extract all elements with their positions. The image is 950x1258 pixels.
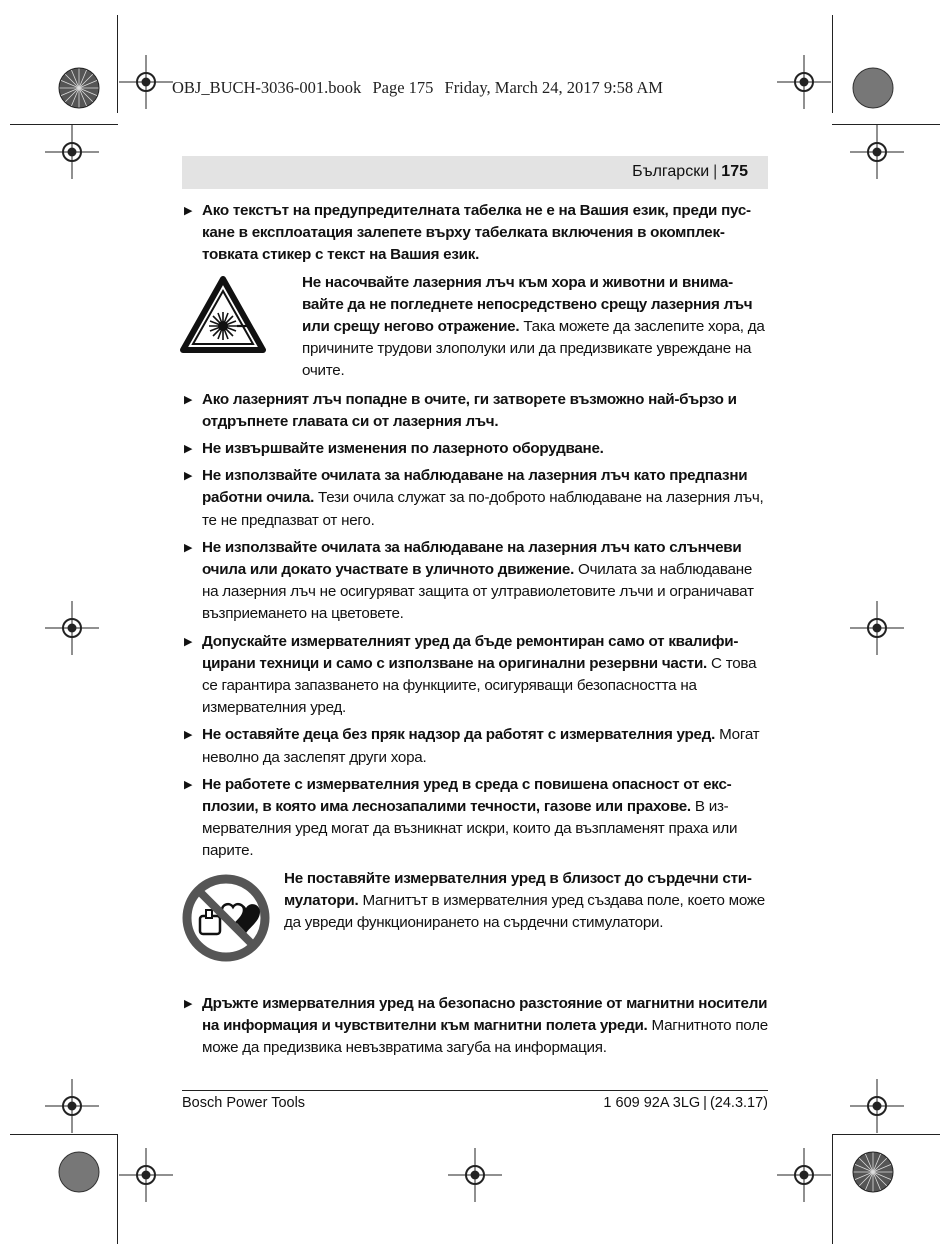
print-job-page: Page 175 xyxy=(372,78,434,97)
list-item xyxy=(182,774,768,863)
safety-instructions xyxy=(182,200,768,1065)
registration-mark-bottom-center xyxy=(448,1148,502,1202)
instruction-bold: Ако текстът на предупредителната табелка не е на Вашия език, преди пускане в експлоатация залепете върху табелката включения в окомплектовката стикер с текст на Вашия език. xyxy=(202,202,752,264)
crop-mark xyxy=(117,15,118,113)
instruction-detail: В измервателния уред могат да възникнат искри, които да възпламенят праха или парите. xyxy=(202,798,738,860)
instruction-bold: Не работете с измервателния уред в среда с повишена опасност от експлозии, в която има леснозапалими течности, газове или прахове. xyxy=(202,775,732,816)
bullet-arrow-icon: ▶ xyxy=(184,997,193,1010)
page-number: 175 xyxy=(721,163,748,180)
crop-mark xyxy=(832,124,940,125)
laser-warning-detail: Така можете да заслепите хора, да причините трудови злополуки или да предизвикате увреждане на очите. xyxy=(302,318,765,380)
footer-brand: Bosch Power Tools xyxy=(182,1095,306,1111)
instruction-bold: Допускайте измервателният уред да бъде ремонтиран само от квалифицирани техници и само с използване на оригинални резервни части. xyxy=(202,632,739,672)
print-rosette-top-left xyxy=(57,66,101,110)
list-item xyxy=(182,724,768,768)
crop-mark xyxy=(10,1134,118,1135)
laser-warning-icon xyxy=(180,276,302,361)
crop-mark xyxy=(10,124,118,125)
crop-mark xyxy=(117,1134,118,1244)
instruction-detail: Могат неволно да заслепят други хора. xyxy=(202,726,760,766)
list-item xyxy=(182,200,768,267)
bullet-arrow-icon: ▶ xyxy=(184,541,193,554)
list-item xyxy=(182,389,768,433)
footer-separator: | xyxy=(703,1095,707,1111)
bullet-arrow-icon: ▶ xyxy=(184,635,193,648)
registration-mark-top-left xyxy=(119,55,173,109)
list-item xyxy=(182,537,768,626)
print-rosette-bottom-left xyxy=(57,1150,101,1194)
instruction-detail: Очилата за наблюдаване на лазерния лъч не осигуряват защита от ултравиолетовите лъчи и ограничават възприемането на цветовете. xyxy=(202,561,754,623)
header-separator: | xyxy=(713,163,718,180)
pacemaker-warning-detail: Магнитът в измервателния уред създава поле, което може да увреди функционирането на сърдечни стимулатори. xyxy=(284,891,765,932)
crop-mark xyxy=(832,15,833,113)
instruction-bold: Ако лазерният лъч попадне в очите, ги затворете възможно най-бързо и отдръпнете главата си от лазерния лъч. xyxy=(202,390,737,430)
instruction-detail: С това се гарантира запазването на функциите, осигуряващи безопасността на измервателния уред. xyxy=(202,654,757,717)
bullet-arrow-icon: ▶ xyxy=(184,729,193,742)
header-language: Български xyxy=(632,163,710,180)
list-item xyxy=(182,438,768,460)
print-rosette-top-right xyxy=(851,66,895,110)
laser-warning-block xyxy=(182,272,768,383)
bullet-arrow-icon: ▶ xyxy=(184,205,193,217)
registration-mark-middle-left xyxy=(45,601,99,655)
crop-mark xyxy=(832,1134,833,1244)
bullet-arrow-icon: ▶ xyxy=(184,443,193,456)
registration-mark-top-right xyxy=(777,55,831,109)
footer-rule xyxy=(182,1090,768,1091)
instruction-detail: Тези очила служат за по-доброто наблюдаване на лазерния лъч, те не предпазват от него. xyxy=(202,489,764,529)
bullet-arrow-icon: ▶ xyxy=(184,778,193,791)
laser-warning-text xyxy=(302,272,768,383)
instruction-bold: Не оставяйте деца без пряк надзор да работят с измервателния уред. xyxy=(202,726,716,744)
registration-mark-lower-right xyxy=(850,1079,904,1133)
print-job-header xyxy=(172,78,670,98)
bullet-arrow-icon: ▶ xyxy=(184,470,193,483)
list-item xyxy=(182,993,768,1060)
crop-mark xyxy=(832,1134,940,1135)
registration-mark-upper-left xyxy=(45,125,99,179)
instruction-detail: Магнитното поле може да предизвика невъзвратима загуба на информация. xyxy=(202,1017,768,1057)
registration-mark-lower-left xyxy=(45,1079,99,1133)
instruction-bold: Не извършвайте изменения по лазерното оборудване. xyxy=(202,440,604,458)
pacemaker-warning-text xyxy=(284,868,768,935)
no-pacemaker-icon xyxy=(182,874,284,969)
footer-doc-number: 1 609 92A 3LG xyxy=(603,1095,701,1111)
instruction-bold: Дръжте измервателния уред на безопасно разстояние от магнитни носители на информация и чувствителни към магнитни полета уреди. xyxy=(202,994,768,1035)
running-header xyxy=(182,156,768,189)
registration-mark-bottom-right xyxy=(777,1148,831,1202)
instruction-bold: Не използвайте очилата за наблюдаване на лазерния лъч като предпазни работни очила. xyxy=(202,467,748,507)
running-header-text xyxy=(632,163,748,181)
print-job-file: OBJ_BUCH-3036-001.book xyxy=(172,78,362,97)
footer-doc-info xyxy=(603,1095,768,1111)
footer-date: (24.3.17) xyxy=(709,1095,768,1111)
list-item xyxy=(182,631,768,720)
registration-mark-bottom-left xyxy=(119,1148,173,1202)
registration-mark-upper-right xyxy=(850,125,904,179)
instruction-bold: Не използвайте очилата за наблюдаване на лазерния лъч като слънчеви очила или докато участвате в уличното движение. xyxy=(202,538,742,579)
pacemaker-warning-bold: Не поставяйте измервателния уред в близост до сърдечни стимулатори. xyxy=(284,869,752,909)
laser-warning-bold: Не насочвайте лазерния лъч към хора и животни и внимавайте да не погледнете непосредствено срещу лазерния лъч или срещу негово отражение. xyxy=(302,273,753,336)
print-rosette-bottom-right xyxy=(851,1150,895,1194)
print-job-datetime: Friday, March 24, 2017 9:58 AM xyxy=(444,78,663,97)
bullet-arrow-icon: ▶ xyxy=(184,393,193,406)
pacemaker-warning-block xyxy=(182,868,768,969)
registration-mark-middle-right xyxy=(850,601,904,655)
list-item xyxy=(182,465,768,532)
